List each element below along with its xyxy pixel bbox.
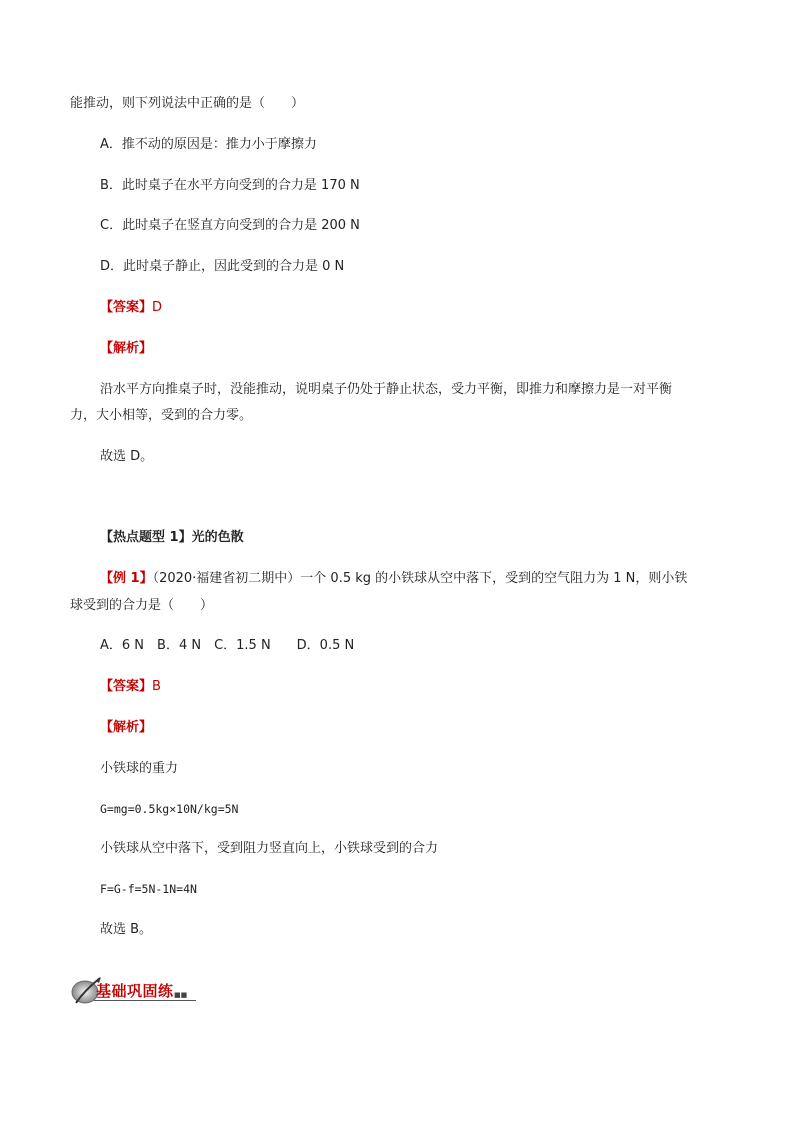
example-text-1: （2020·福建省初二期中）一个 0.5 kg 的小铁球从空中落下，受到的空气阻力为 1 N，则小铁: [152, 571, 688, 586]
example-step-1: 小铁球的重力: [100, 761, 179, 776]
answer-row: [100, 298, 162, 318]
option-d: D．此时桌子静止，因此受到的合力是 0 N: [100, 259, 345, 274]
answer-value: D: [152, 300, 163, 315]
example-conclusion: 故选 B。: [100, 922, 153, 937]
example-label: 【例 1】: [100, 571, 153, 586]
option-b: B．此时桌子在水平方向受到的合力是 170 N: [100, 178, 360, 193]
analysis-label: 【解析】: [100, 341, 153, 356]
example-formula-2: F=G-f=5N-1N=4N: [100, 882, 197, 896]
section-banner: [70, 976, 196, 1004]
banner-title: 基础巩固练: [96, 982, 174, 1000]
example-answer-row: [100, 677, 161, 697]
question-stem-tail: 能推动，则下列说法中正确的是（ ）: [70, 96, 305, 111]
example-options: A．6 N B．4 N C．1.5 N D．0.5 N: [100, 638, 355, 653]
analysis-line-1: 沿水平方向推桌子时，没能推动，说明桌子仍处于静止状态，受力平衡，即推力和摩擦力是一对平衡: [100, 382, 673, 397]
section-title-text: 光的色散: [191, 530, 244, 545]
conclusion: 故选 D。: [100, 449, 154, 464]
option-a: A．推不动的原因是：推力小于摩擦力: [100, 137, 317, 152]
section-title-prefix: 【热点题型 1】: [100, 530, 192, 545]
example-formula-1: G=mg=0.5kg×10N/kg=5N: [100, 802, 239, 816]
example-answer-value: B: [152, 679, 161, 694]
example-answer-label: 【答案】: [100, 679, 153, 694]
section-title: [100, 528, 244, 548]
example-step-2: 小铁球从空中落下，受到阻力竖直向上，小铁球受到的合力: [100, 841, 439, 856]
analysis-line-2: 力，大小相等，受到的合力零。: [70, 408, 253, 423]
banner-underline: [94, 1000, 196, 1001]
option-c: C．此时桌子在竖直方向受到的合力是 200 N: [100, 218, 360, 233]
banner-dots: ■■: [174, 991, 188, 999]
answer-label: 【答案】: [100, 300, 153, 315]
example-line-1: [100, 569, 687, 589]
example-line-2: 球受到的合力是（ ）: [70, 598, 214, 613]
example-analysis-label: 【解析】: [100, 720, 153, 735]
